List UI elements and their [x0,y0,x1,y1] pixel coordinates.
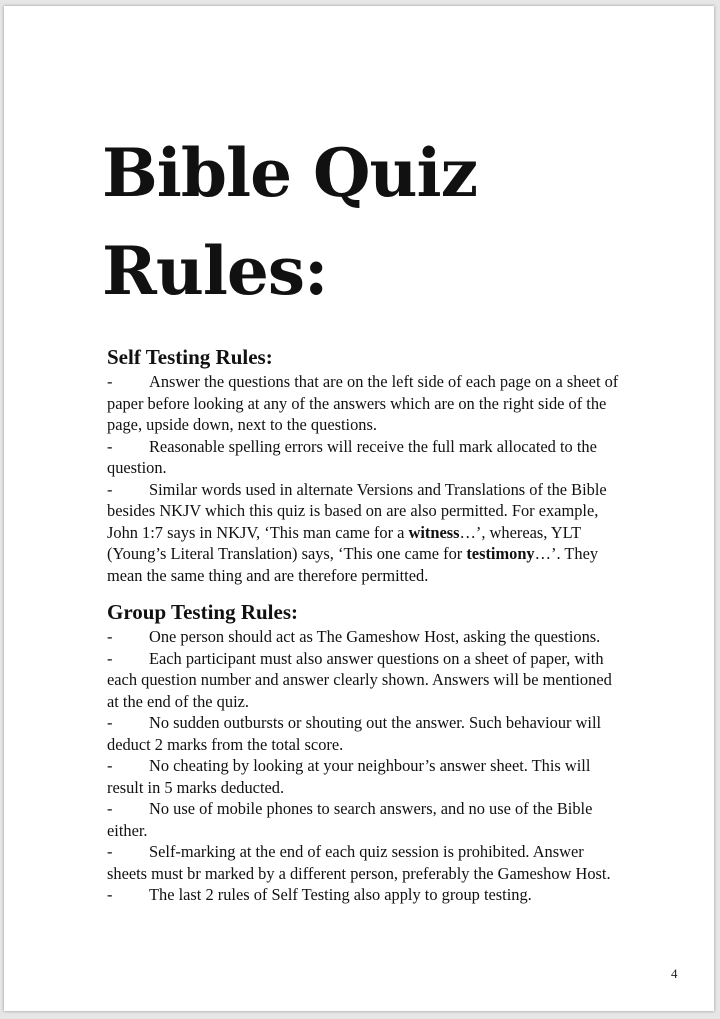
group-rule-1-text: One person should act as The Gameshow Host, asking the questions. [149,627,601,646]
self-rule-2 [107,436,627,479]
rules-body [107,343,627,906]
self-rule-3-text-c: …’. They mean the same thing and are therefore permitted. [107,544,599,585]
rule-dash: - [107,648,113,668]
rule-dash: - [107,842,113,861]
group-rule-4-text: No cheating by looking at your neighbour’s answer sheet. This will result in 5 marks deducted. [107,756,591,797]
group-rule-7-text: The last 2 rules of Self Testing also apply to group testing. [149,885,532,904]
document-page [4,6,714,1011]
group-rule-5 [107,798,627,841]
group-rule-2-text: Each participant must also answer questions on a sheet of paper, with each question number and answer clearly shown. Answers will be mentioned at the end of the quiz. [107,648,612,711]
title-line-2: Rules: [102,232,328,310]
self-rule-3-text-a: Similar words used in alternate Versions and Translations of the Bible besides NKJV which this quiz is based on are also permitted. For example, John 1:7 says in NKJV, ‘This man came for a [107,479,607,542]
self-rule-2-text: Reasonable spelling errors will receive the full mark allocated to the question. [107,436,597,477]
rule-dash: - [107,627,113,646]
group-rule-1 [107,626,627,648]
group-rule-3-text: No sudden outbursts or shouting out the answer. Such behaviour will deduct 2 marks from the total score. [107,713,602,754]
group-rule-6-text: Self-marking at the end of each quiz session is prohibited. Answer sheets must br marked by a different person, preferably the Gameshow Host. [107,842,611,883]
group-testing-heading: Group Testing Rules: [107,600,298,624]
group-rule-3 [107,712,627,755]
rule-dash: - [107,799,113,818]
group-rule-7 [107,884,627,906]
rule-dash: - [107,713,113,732]
group-rule-2 [107,648,627,713]
rule-dash: - [107,372,113,391]
title-line-1: Bible Quiz [102,134,478,212]
self-testing-heading: Self Testing Rules: [107,345,273,369]
self-rule-3-bold-witness: witness [408,522,460,542]
rule-dash: - [107,436,113,456]
group-rule-4 [107,755,627,798]
group-rule-5-text: No use of mobile phones to search answers, and no use of the Bible either. [107,799,593,840]
group-rule-6 [107,841,627,884]
rule-dash: - [107,756,113,775]
rule-dash: - [107,885,113,904]
self-rule-3-text-b: …’, whereas, YLT (Young’s Literal Translation) says, ‘This one came for [107,522,581,563]
rule-dash: - [107,479,113,499]
self-rule-3 [107,479,627,587]
self-rule-1 [107,371,627,436]
self-rule-1-text: Answer the questions that are on the left side of each page on a sheet of paper before looking at any of the answers which are on the right side of the page, upside down, next to the questions. [107,372,619,434]
self-rule-3-bold-testimony: testimony [466,544,535,563]
page-title [102,124,477,320]
page-number: 4 [671,966,678,981]
